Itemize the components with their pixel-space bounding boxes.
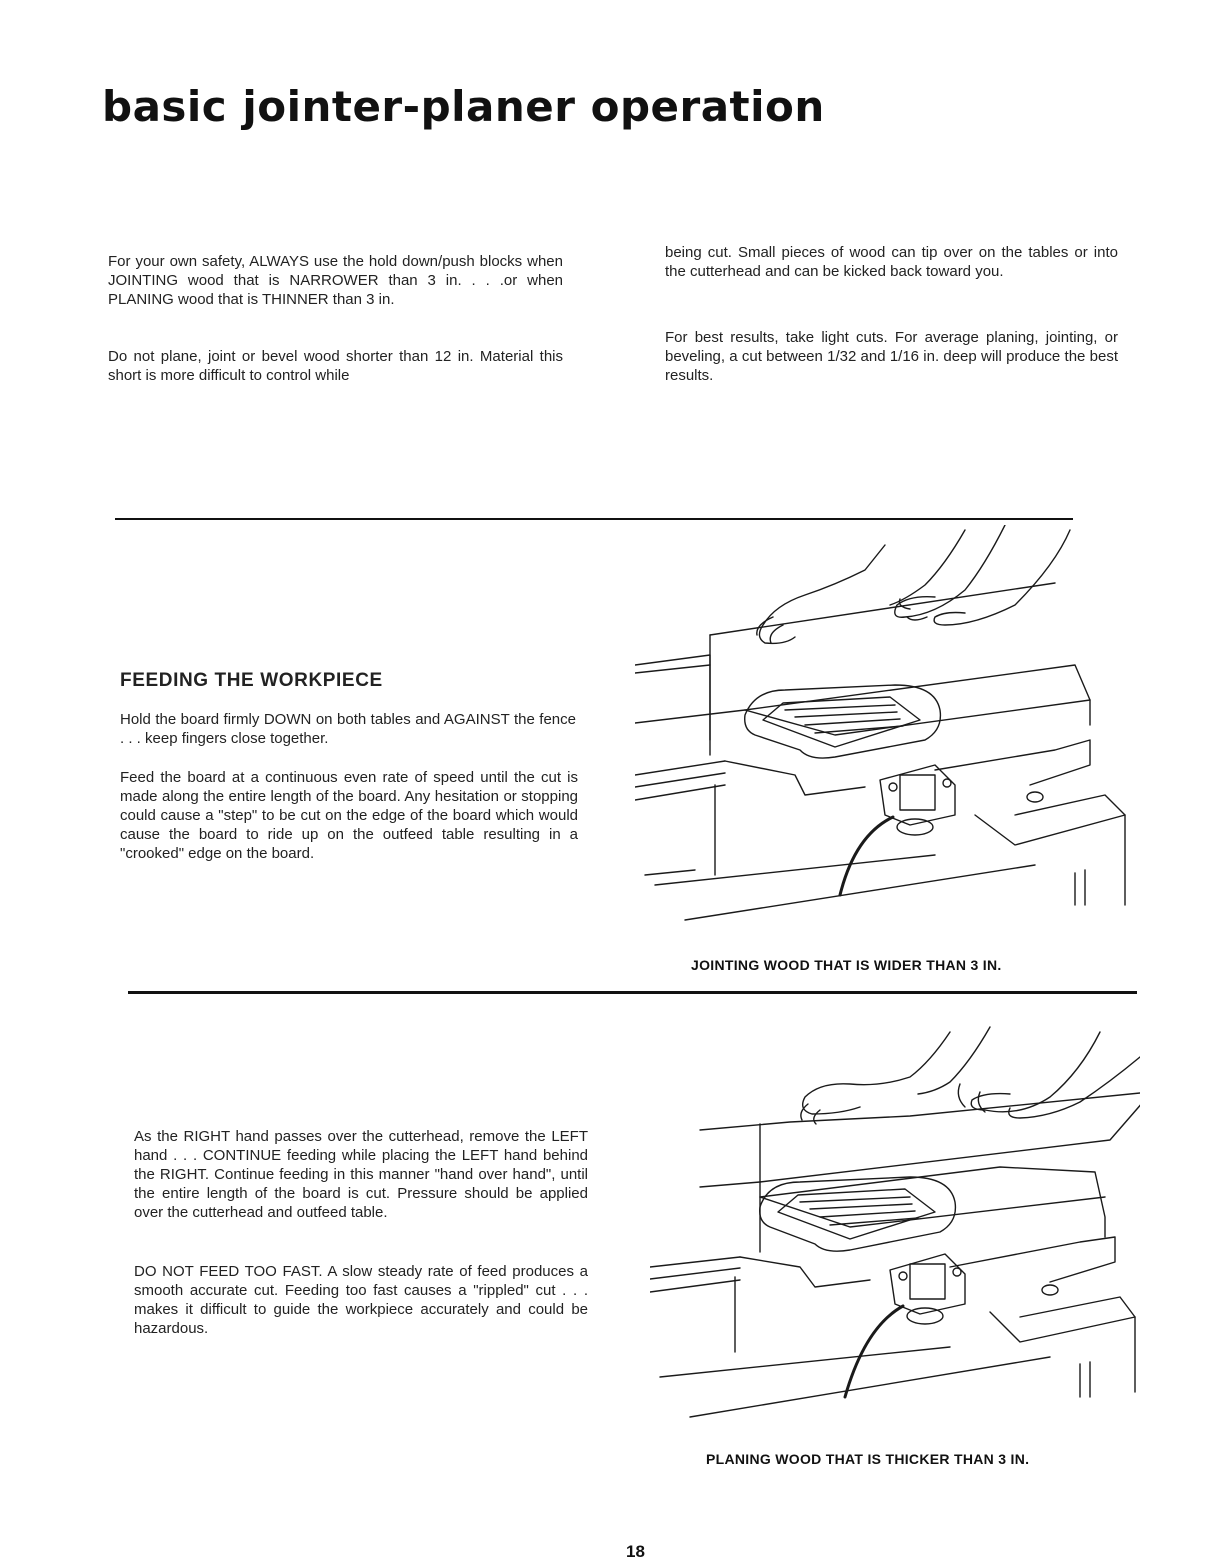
section-heading-feeding: FEEDING THE WORKPIECE xyxy=(120,670,383,691)
page-title: basic jointer-planer operation xyxy=(102,82,825,131)
section-divider-2 xyxy=(128,991,1137,994)
jointing-figure-caption: JOINTING WOOD THAT IS WIDER THAN 3 IN. xyxy=(691,957,1002,973)
intro-right-paragraph-1: being cut. Small pieces of wood can tip over on the tables or into the cutterhead and can be kicked back toward you. xyxy=(665,244,1118,280)
planing-figure-caption: PLANING WOOD THAT IS THICKER THAN 3 IN. xyxy=(706,1451,1030,1467)
hand-over-hand-paragraph-2: DO NOT FEED TOO FAST. A slow steady rate of feed produces a smooth accurate cut. Feeding too fast causes a "rippled" cut . . . makes it difficult to guide the workpiece accurately and could be hazardous. xyxy=(134,1263,588,1337)
section-divider-1 xyxy=(115,518,1073,520)
intro-left-paragraph-2: Do not plane, joint or bevel wood shorter than 12 in. Material this short is more difficult to control while xyxy=(108,348,563,384)
intro-left-paragraph-1: For your own safety, ALWAYS use the hold down/push blocks when JOINTING wood that is NARROWER than 3 in. . . .or when PLANING wood that is THINNER than 3 in. xyxy=(108,253,563,308)
feeding-paragraph-1: Hold the board firmly DOWN on both tables and AGAINST the fence . . . keep fingers close together. xyxy=(120,711,576,747)
hand-over-hand-paragraph-1: As the RIGHT hand passes over the cutterhead, remove the LEFT hand . . . CONTINUE feeding while placing the LEFT hand behind the RIGHT. Continue feeding in this manner "hand over hand", until the entire length of the board is cut. Pressure should be applied over the cutterhead and outfeed table. xyxy=(134,1128,588,1221)
planing-illustration xyxy=(650,1022,1140,1422)
jointing-illustration xyxy=(635,525,1135,925)
feeding-paragraph-2: Feed the board at a continuous even rate of speed until the cut is made along the entire length of the board. Any hesitation or stopping could cause a "step" to be cut on the edge of the board which would cause the board to ride up on the outfeed table resulting in a "crooked" edge on the board. xyxy=(120,769,578,862)
intro-right-paragraph-2: For best results, take light cuts. For average planing, jointing, or beveling, a cut between 1/32 and 1/16 in. deep will produce the best results. xyxy=(665,329,1118,384)
page-number: 18 xyxy=(626,1542,645,1561)
